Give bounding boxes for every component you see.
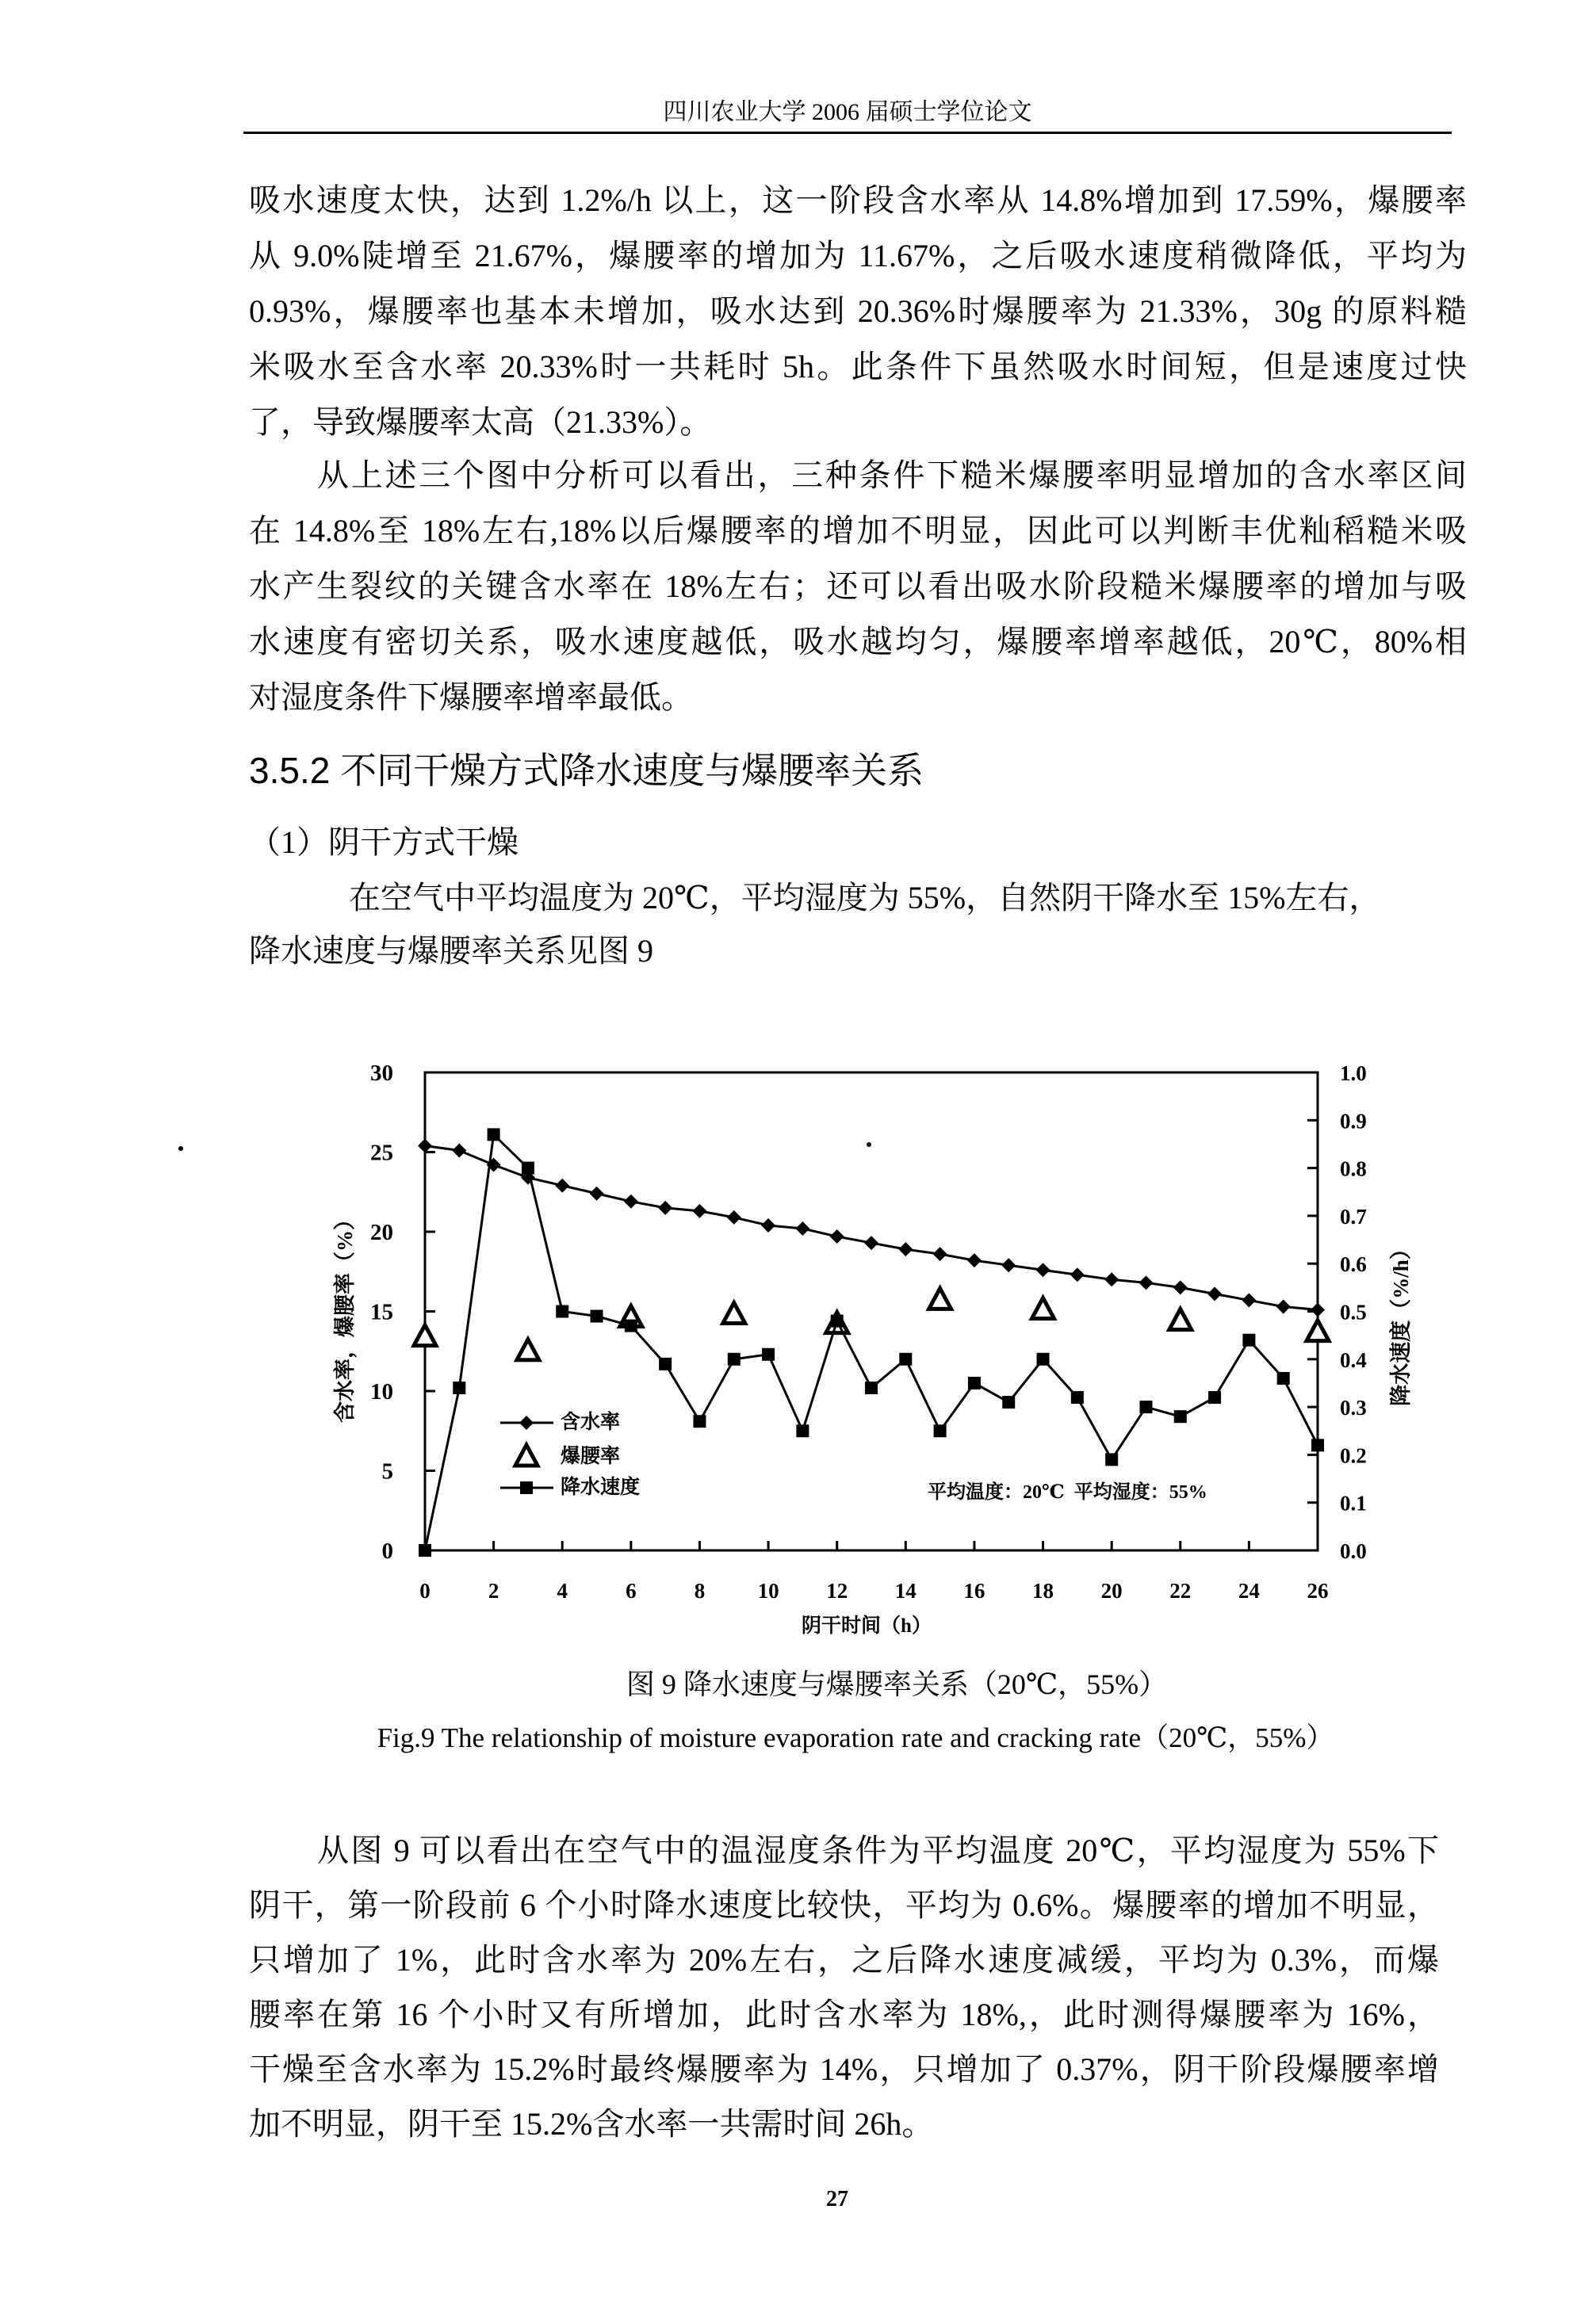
y-right-tick-label: 0.6 [1340, 1252, 1367, 1277]
moisture-content-point-diamond-marker [624, 1194, 638, 1209]
evaporation-rate-point-square-marker [865, 1382, 878, 1394]
evaporation-rate-point-square-marker [591, 1310, 603, 1323]
moisture-content-point-diamond-marker [727, 1210, 741, 1225]
running-header: 四川农业大学 2006 届硕士学位论文 [663, 99, 1032, 125]
y-left-tick-label: 15 [370, 1299, 393, 1325]
y-left-tick-label: 30 [370, 1061, 393, 1086]
y-right-tick-label: 0.8 [1340, 1156, 1367, 1181]
text-line: 了，导致爆腰率太高（21.33%）。 [249, 404, 712, 440]
moisture-content-point-diamond-marker [1207, 1286, 1222, 1301]
moisture-content-point-diamond-marker [1036, 1263, 1050, 1277]
cracking-rate-point-triangle-marker [1032, 1298, 1054, 1318]
scan-artifact-dot [178, 1146, 183, 1151]
x-tick-label: 14 [894, 1579, 917, 1603]
text-line: 从上述三个图中分析可以看出，三种条件下糙米爆腰率明显增加的含水率区间 [317, 457, 1467, 493]
evaporation-rate-point-square-marker [1174, 1410, 1187, 1423]
evaporation-rate-point-square-marker [419, 1544, 431, 1557]
legend-label-cracking: 爆腰率 [561, 1446, 621, 1467]
cracking-rate-point-triangle-marker [414, 1325, 436, 1346]
evaporation-rate-point-square-marker [522, 1162, 534, 1175]
text-line: 对湿度条件下爆腰率增率最低。 [249, 679, 693, 715]
y-right-tick-label: 0.2 [1340, 1443, 1367, 1468]
evaporation-rate-point-square-marker [728, 1353, 741, 1366]
moisture-content-point-diamond-marker [933, 1247, 947, 1261]
y-left-tick-label: 10 [370, 1379, 393, 1405]
evaporation-rate-point-square-marker [831, 1315, 844, 1328]
evaporation-rate-point-square-marker [659, 1358, 672, 1370]
text-line: 0.93%，爆腰率也基本未增加，吸水达到 20.36%时爆腰率为 21.33%，30g 的原料糙 [249, 293, 1467, 329]
moisture-content-point-diamond-marker [795, 1221, 809, 1236]
moisture-content-point-diamond-marker [1001, 1258, 1016, 1272]
scan-artifact-dot [867, 1142, 871, 1147]
x-tick-label: 4 [557, 1579, 568, 1603]
evaporation-rate-point-square-marker [762, 1348, 775, 1361]
legend-label-evaporation: 降水速度 [561, 1477, 641, 1498]
moisture-content-point-diamond-marker [1173, 1280, 1188, 1294]
text-line: 米吸水至含水率 20.33%时一共耗时 5h。此条件下虽然吸水时间短，但是速度过快 [249, 349, 1467, 384]
moisture-content-point-diamond-marker [864, 1236, 878, 1250]
evaporation-rate-point-square-marker [1105, 1453, 1118, 1466]
y-right-tick-label: 0.7 [1340, 1204, 1367, 1229]
subsection-heading: （1）阴干方式干燥 [249, 824, 519, 860]
evaporation-rate-point-square-marker [693, 1415, 706, 1428]
moisture-content-point-diamond-marker [761, 1218, 775, 1233]
y-right-tick-label: 0.3 [1340, 1396, 1367, 1420]
x-tick-label: 22 [1169, 1579, 1192, 1603]
chart-annotation: 平均温度：20℃ 平均湿度：55% [928, 1482, 1207, 1503]
evaporation-rate-point-square-marker [968, 1377, 981, 1389]
x-tick-label: 24 [1238, 1579, 1260, 1603]
evaporation-rate-point-square-marker [1277, 1372, 1290, 1385]
cracking-rate-point-triangle-marker [517, 1340, 539, 1360]
evaporation-rate-point-square-marker [1208, 1391, 1221, 1404]
text-line: 从 9.0%陡增至 21.67%，爆腰率的增加为 11.67%，之后吸水速度稍微降低，平均为 [249, 238, 1467, 273]
moisture-content-point-diamond-marker [1104, 1272, 1119, 1286]
moisture-content-point-diamond-marker [898, 1242, 913, 1256]
moisture-content-point-diamond-marker [590, 1187, 604, 1201]
evaporation-rate-point-square-marker [934, 1424, 947, 1437]
evaporation-rate-point-square-marker [556, 1305, 568, 1318]
text-line: 干燥至含水率为 15.2%时最终爆腰率为 14%，只增加了 0.37%，阴干阶段爆腰率增 [249, 2051, 1439, 2087]
y-left-tick-label: 0 [381, 1539, 393, 1564]
evaporation-rate-point-square-marker [1071, 1391, 1084, 1404]
text-line: 在 14.8%至 18%左右,18%以后爆腰率的增加不明显，因此可以判断丰优籼稻糙米吸 [249, 513, 1467, 549]
moisture-content-point-diamond-marker [1242, 1293, 1256, 1307]
evaporation-rate-point-square-marker [488, 1128, 500, 1141]
evaporation-rate-point-square-marker [1139, 1401, 1152, 1413]
text-line: 水速度有密切关系，吸水速度越低，吸水越均匀，爆腰率增率越低，20℃，80%相 [249, 624, 1467, 659]
evaporation-rate-point-square-marker [1037, 1353, 1050, 1366]
y-right-tick-label: 0.5 [1340, 1300, 1367, 1324]
x-tick-label: 18 [1032, 1579, 1054, 1603]
moisture-content-point-diamond-marker [555, 1179, 569, 1193]
moisture-content-point-diamond-marker [658, 1201, 672, 1215]
section-heading: 3.5.2 不同干燥方式降水速度与爆腰率关系 [249, 750, 924, 791]
cracking-rate-point-triangle-marker [723, 1303, 745, 1324]
moisture-content-point-diamond-marker [692, 1204, 706, 1218]
moisture-content-point-diamond-marker [418, 1138, 432, 1152]
evaporation-rate-point-square-marker [1002, 1396, 1015, 1409]
legend-moisture-content-diamond-marker [519, 1416, 534, 1430]
moisture-content-point-diamond-marker [1311, 1302, 1325, 1317]
moisture-content-point-diamond-marker [452, 1143, 466, 1157]
evaporation-rate-point-square-marker [1311, 1439, 1324, 1451]
text-line: 腰率在第 16 个小时又有所增加，此时含水率为 18%,，此时测得爆腰率为 16%， [249, 1997, 1439, 2032]
y-left-tick-label: 25 [370, 1140, 393, 1166]
legend-evaporation-rate-square-marker [520, 1481, 533, 1494]
legend-cracking-rate-triangle-marker [515, 1445, 538, 1466]
x-tick-label: 26 [1307, 1579, 1329, 1603]
evaporation-rate-point-square-marker [899, 1353, 912, 1366]
cracking-rate-point-triangle-marker [1169, 1309, 1192, 1330]
x-tick-label: 6 [626, 1579, 637, 1603]
cracking-rate-point-triangle-marker [1307, 1321, 1329, 1341]
text-line: 从图 9 可以看出在空气中的温湿度条件为平均温度 20℃，平均湿度为 55%下 [317, 1833, 1439, 1868]
text-line: 加不明显，阴干至 15.2%含水率一共需时间 26h。 [249, 2106, 934, 2142]
x-tick-label: 2 [488, 1579, 499, 1603]
moisture-content-point-diamond-marker [1139, 1275, 1153, 1290]
evaporation-rate-point-square-marker [1242, 1334, 1255, 1347]
evaporation-rate-point-square-marker [625, 1320, 637, 1332]
cracking-rate-point-triangle-marker [929, 1288, 951, 1309]
moisture-content-point-diamond-marker [967, 1253, 982, 1267]
y-left-tick-label: 5 [381, 1458, 393, 1485]
x-tick-label: 12 [826, 1579, 848, 1603]
text-line: 水产生裂纹的关键含水率在 18%左右；还可以看出吸水阶段糙米爆腰率的增加与吸 [249, 568, 1467, 604]
x-tick-label: 20 [1100, 1579, 1123, 1603]
y-right-tick-label: 0.4 [1340, 1347, 1367, 1372]
moisture-content-point-diamond-marker [1070, 1267, 1085, 1282]
x-tick-label: 0 [419, 1579, 431, 1603]
evaporation-rate-point-square-marker [796, 1424, 809, 1437]
moisture-content-point-diamond-marker [1276, 1299, 1291, 1313]
x-axis-title: 阴干时间（h） [802, 1615, 932, 1637]
text-line: 只增加了 1%，此时含水率为 20%左右，之后降水速度减缓，平均为 0.3%，而爆 [249, 1942, 1439, 1978]
y-right-tick-label: 0.1 [1340, 1491, 1367, 1516]
y-right-tick-label: 1.0 [1340, 1061, 1367, 1085]
evaporation-rate-point-square-marker [453, 1382, 465, 1394]
text-line: 阴干，第一阶段前 6 个小时降水速度比较快，平均为 0.6%。爆腰率的增加不明显， [249, 1887, 1439, 1923]
y-right-tick-label: 0.9 [1340, 1109, 1367, 1133]
text-line: 降水速度与爆腰率关系见图 9 [249, 933, 653, 969]
text-line: 吸水速度太快，达到 1.2%/h 以上，这一阶段含水率从 14.8%增加到 17.59%，爆腰率 [249, 182, 1467, 218]
legend-label-moisture: 含水率 [561, 1412, 621, 1433]
y-axis-right-title: 降水速度（%/h） [1389, 1238, 1413, 1406]
x-tick-label: 10 [757, 1579, 779, 1603]
page-number: 27 [826, 2187, 848, 2211]
moisture-content-point-diamond-marker [830, 1229, 844, 1244]
text-line: 在空气中平均温度为 20℃，平均湿度为 55%，自然阴干降水至 15%左右， [349, 880, 1381, 915]
figure-caption-en: Fig.9 The relationship of moisture evaporation rate and cracking rate（20℃，55%） [377, 1722, 1334, 1753]
y-right-tick-label: 0.0 [1340, 1539, 1367, 1563]
figure-caption-cn: 图 9 降水速度与爆腰率关系（20℃，55%） [626, 1668, 1168, 1700]
y-axis-left-title: 含水率，爆腰率（%） [333, 1209, 357, 1423]
x-tick-label: 8 [694, 1579, 706, 1603]
y-left-tick-label: 20 [370, 1220, 393, 1245]
x-tick-label: 16 [963, 1579, 985, 1603]
